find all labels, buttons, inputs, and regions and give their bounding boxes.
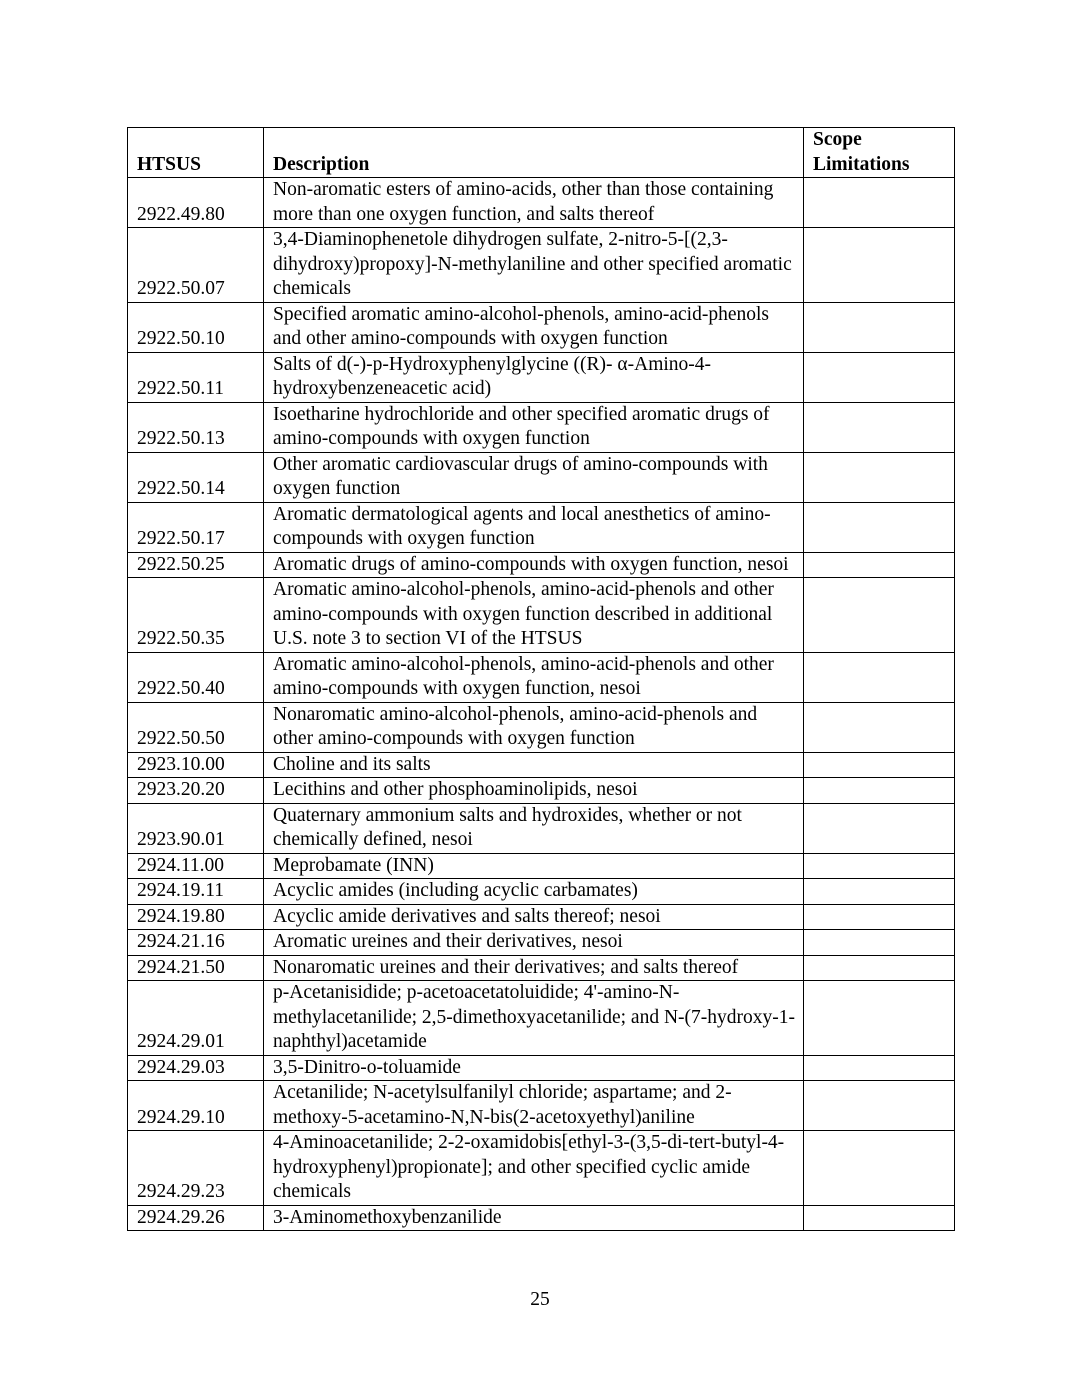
- htsus-code-cell: 2924.19.11: [128, 879, 264, 905]
- table-row: [128, 402, 955, 452]
- description-cell: Lecithins and other phosphoaminolipids, nesoi: [264, 778, 804, 804]
- htsus-code-cell: 2923.10.00: [128, 752, 264, 778]
- htsus-code-cell: 2922.50.13: [128, 402, 264, 452]
- scope-limitations-cell: [804, 904, 955, 930]
- htsus-code-cell: 2924.29.10: [128, 1081, 264, 1131]
- table-row: [128, 552, 955, 578]
- htsus-code-cell: 2924.29.03: [128, 1055, 264, 1081]
- scope-limitations-cell: [804, 853, 955, 879]
- description-cell: Specified aromatic amino-alcohol-phenols, amino-acid-phenols and other amino-compounds with oxygen function: [264, 302, 804, 352]
- scope-limitations-cell: [804, 1055, 955, 1081]
- table-row: [128, 904, 955, 930]
- description-cell: Salts of d(-)-p-Hydroxyphenylglycine ((R)- α-Amino-4-hydroxybenzeneacetic acid): [264, 352, 804, 402]
- table-row: [128, 502, 955, 552]
- table-row: [128, 302, 955, 352]
- table-row: [128, 352, 955, 402]
- htsus-code-cell: 2924.21.16: [128, 930, 264, 956]
- scope-limitations-cell: [804, 981, 955, 1056]
- scope-limitations-cell: [804, 1205, 955, 1231]
- htsus-code-cell: 2922.50.07: [128, 228, 264, 303]
- htsus-code-cell: 2922.50.11: [128, 352, 264, 402]
- table-row: [128, 1055, 955, 1081]
- htsus-code-cell: 2924.29.26: [128, 1205, 264, 1231]
- header-scope-limitations: Scope Limitations: [804, 128, 955, 178]
- description-cell: Choline and its salts: [264, 752, 804, 778]
- scope-limitations-cell: [804, 502, 955, 552]
- htsus-code-cell: 2924.29.01: [128, 981, 264, 1056]
- table-row: [128, 1081, 955, 1131]
- htsus-code-cell: 2922.50.17: [128, 502, 264, 552]
- description-cell: 3,5-Dinitro-o-toluamide: [264, 1055, 804, 1081]
- table-row: [128, 778, 955, 804]
- htsus-code-cell: 2922.50.50: [128, 702, 264, 752]
- scope-limitations-cell: [804, 930, 955, 956]
- scope-limitations-cell: [804, 302, 955, 352]
- htsus-code-cell: 2922.50.14: [128, 452, 264, 502]
- scope-limitations-cell: [804, 702, 955, 752]
- scope-limitations-cell: [804, 778, 955, 804]
- description-cell: 3-Aminomethoxybenzanilide: [264, 1205, 804, 1231]
- description-cell: Aromatic amino-alcohol-phenols, amino-acid-phenols and other amino-compounds with oxygen function described in additional U.S. note 3 to section VI of the HTSUS: [264, 578, 804, 653]
- description-cell: Quaternary ammonium salts and hydroxides, whether or not chemically defined, nesoi: [264, 803, 804, 853]
- htsus-code-cell: 2922.49.80: [128, 178, 264, 228]
- scope-limitations-cell: [804, 228, 955, 303]
- scope-limitations-cell: [804, 752, 955, 778]
- table-row: [128, 853, 955, 879]
- table-body: [128, 178, 955, 1231]
- htsus-code-cell: 2924.11.00: [128, 853, 264, 879]
- description-cell: Non-aromatic esters of amino-acids, other than those containing more than one oxygen function, and salts thereof: [264, 178, 804, 228]
- header-htsus: HTSUS: [128, 128, 264, 178]
- table-row: [128, 578, 955, 653]
- htsus-table: [127, 127, 955, 1231]
- description-cell: Meprobamate (INN): [264, 853, 804, 879]
- table-row: [128, 1131, 955, 1206]
- scope-limitations-cell: [804, 352, 955, 402]
- table-row: [128, 178, 955, 228]
- scope-limitations-cell: [804, 178, 955, 228]
- description-cell: Isoetharine hydrochloride and other specified aromatic drugs of amino-compounds with oxygen function: [264, 402, 804, 452]
- scope-limitations-cell: [804, 879, 955, 905]
- table-row: [128, 228, 955, 303]
- description-cell: Acyclic amide derivatives and salts thereof; nesoi: [264, 904, 804, 930]
- header-description: Description: [264, 128, 804, 178]
- scope-limitations-cell: [804, 552, 955, 578]
- scope-limitations-cell: [804, 578, 955, 653]
- table-row: [128, 955, 955, 981]
- htsus-code-cell: 2924.21.50: [128, 955, 264, 981]
- description-cell: Nonaromatic amino-alcohol-phenols, amino-acid-phenols and other amino-compounds with oxygen function: [264, 702, 804, 752]
- htsus-code-cell: 2924.19.80: [128, 904, 264, 930]
- htsus-code-cell: 2923.20.20: [128, 778, 264, 804]
- table-header-row: [128, 128, 955, 178]
- page-number: 25: [530, 1289, 550, 1310]
- description-cell: Acetanilide; N-acetylsulfanilyl chloride; aspartame; and 2-methoxy-5-acetamino-N,N-bis(2-acetoxyethyl)aniline: [264, 1081, 804, 1131]
- table-row: [128, 452, 955, 502]
- htsus-code-cell: 2923.90.01: [128, 803, 264, 853]
- scope-limitations-cell: [804, 803, 955, 853]
- table-row: [128, 752, 955, 778]
- table-row: [128, 981, 955, 1056]
- htsus-code-cell: 2922.50.25: [128, 552, 264, 578]
- scope-limitations-cell: [804, 652, 955, 702]
- scope-limitations-cell: [804, 1131, 955, 1206]
- description-cell: Acyclic amides (including acyclic carbamates): [264, 879, 804, 905]
- description-cell: p-Acetanisidide; p-acetoacetatoluidide; 4'-amino-N-methylacetanilide; 2,5-dimethoxyacetanilide; and N-(7-hydroxy-1-naphthyl)acetamide: [264, 981, 804, 1056]
- description-cell: Aromatic dermatological agents and local anesthetics of amino-compounds with oxygen function: [264, 502, 804, 552]
- htsus-code-cell: 2922.50.40: [128, 652, 264, 702]
- htsus-code-cell: 2922.50.35: [128, 578, 264, 653]
- scope-limitations-cell: [804, 452, 955, 502]
- table-row: [128, 803, 955, 853]
- htsus-code-cell: 2922.50.10: [128, 302, 264, 352]
- table-row: [128, 652, 955, 702]
- description-cell: Aromatic drugs of amino-compounds with oxygen function, nesoi: [264, 552, 804, 578]
- table-row: [128, 702, 955, 752]
- description-cell: Other aromatic cardiovascular drugs of amino-compounds with oxygen function: [264, 452, 804, 502]
- scope-limitations-cell: [804, 402, 955, 452]
- description-cell: Aromatic amino-alcohol-phenols, amino-acid-phenols and other amino-compounds with oxygen function, nesoi: [264, 652, 804, 702]
- scope-limitations-cell: [804, 955, 955, 981]
- table-row: [128, 1205, 955, 1231]
- scope-limitations-cell: [804, 1081, 955, 1131]
- description-cell: 4-Aminoacetanilide; 2-2-oxamidobis[ethyl-3-(3,5-di-tert-butyl-4-hydroxyphenyl)propionate]; and other specified cyclic amide chemicals: [264, 1131, 804, 1206]
- table-row: [128, 879, 955, 905]
- description-cell: 3,4-Diaminophenetole dihydrogen sulfate, 2-nitro-5-[(2,3-dihydroxy)propoxy]-N-methylaniline and other specified aromatic chemicals: [264, 228, 804, 303]
- htsus-code-cell: 2924.29.23: [128, 1131, 264, 1206]
- description-cell: Nonaromatic ureines and their derivatives; and salts thereof: [264, 955, 804, 981]
- table-row: [128, 930, 955, 956]
- description-cell: Aromatic ureines and their derivatives, nesoi: [264, 930, 804, 956]
